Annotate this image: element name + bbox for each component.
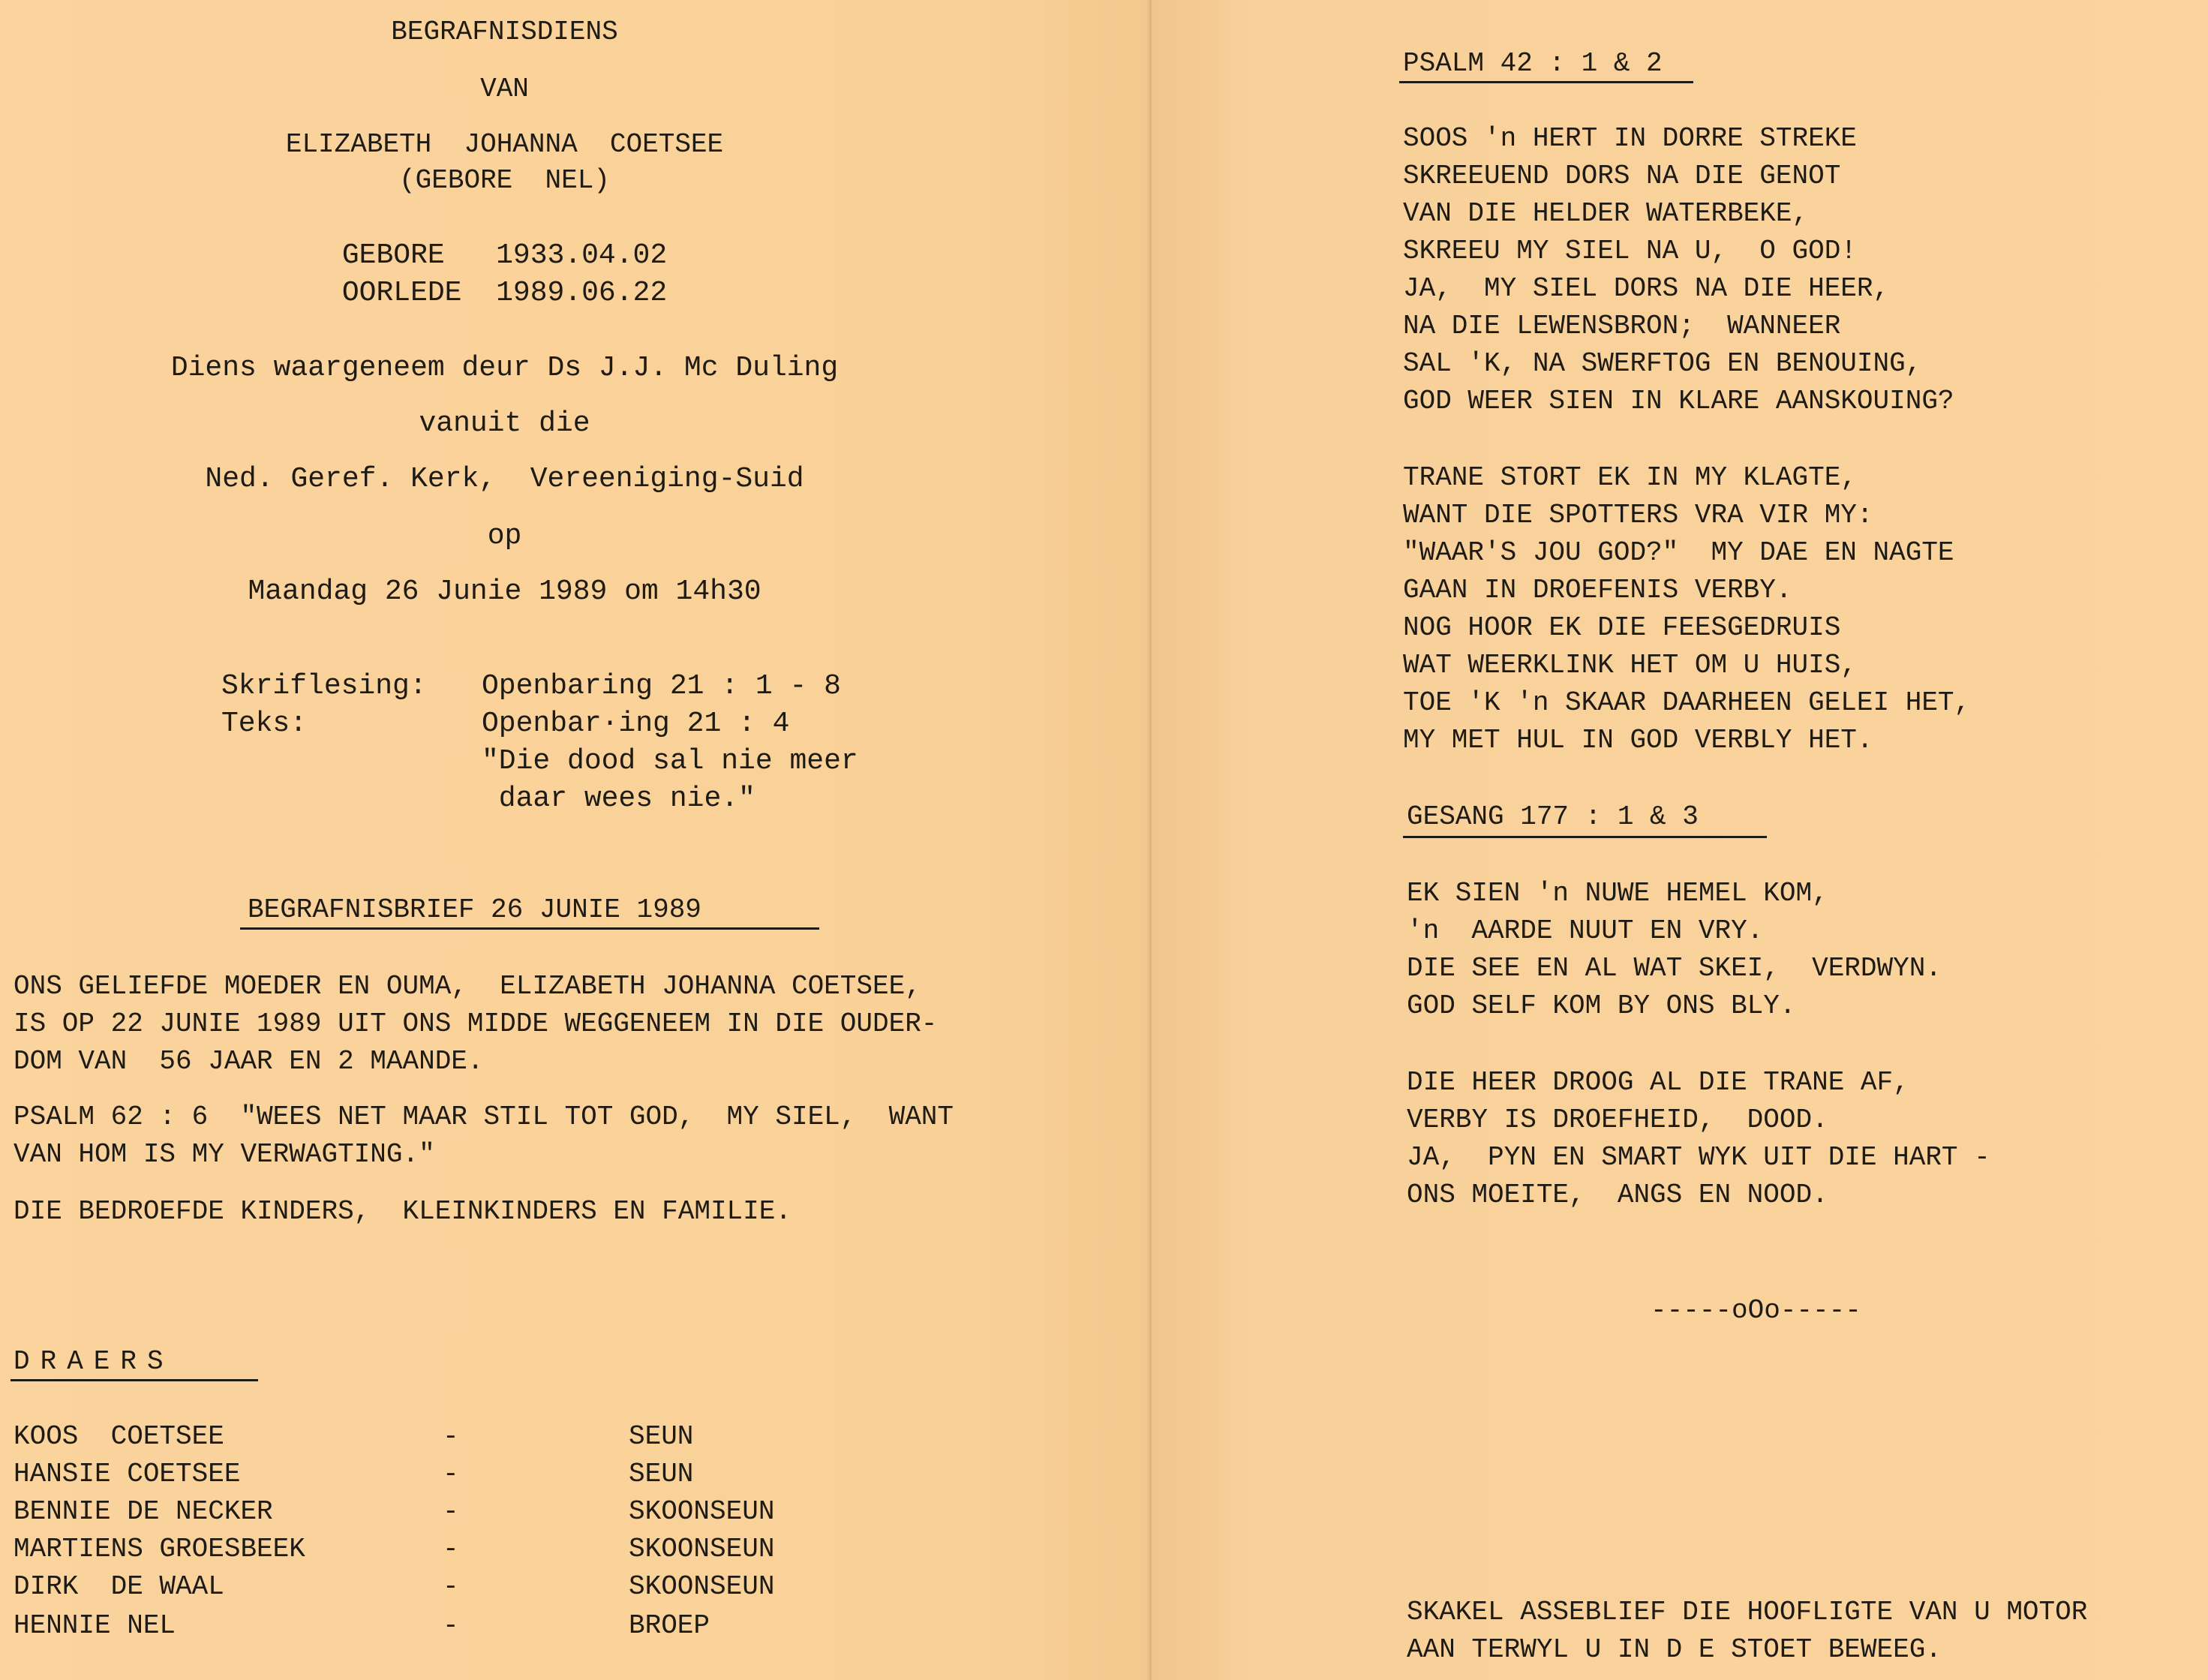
verse-line: 'n AARDE NUUT EN VRY. xyxy=(1407,915,1764,946)
gesang-heading-underline xyxy=(1403,836,1767,838)
verse-line: VAN DIE HELDER WATERBEKE, xyxy=(1403,198,1809,229)
verse-line: TOE 'K 'n SKAAR DAARHEEN GELEI HET, xyxy=(1403,687,1971,718)
verse-line: JA, PYN EN SMART WYK UIT DIE HART - xyxy=(1407,1142,1990,1173)
bearer-name: BENNIE DE NECKER xyxy=(14,1496,273,1527)
verse-line: SOOS 'n HERT IN DORRE STREKE xyxy=(1403,123,1857,154)
family-line: DIE BEDROEFDE KINDERS, KLEINKINDERS EN FAMILIE. xyxy=(14,1196,792,1227)
bearer-relation: SEUN xyxy=(629,1459,694,1489)
bearer-dash: - xyxy=(443,1534,459,1564)
footer-line-1: SKAKEL ASSEBLIEF DIE HOOFLIGTE VAN U MOTOR xyxy=(1407,1597,2088,1627)
bearer-name: KOOS COETSEE xyxy=(14,1421,224,1452)
reading-label: Skriflesing: xyxy=(221,670,427,702)
verse-line: NOG HOOR EK DIE FEESGEDRUIS xyxy=(1403,612,1841,643)
bearer-relation: SKOONSEUN xyxy=(629,1534,775,1564)
died-date: OORLEDE 1989.06.22 xyxy=(341,277,668,309)
psalm42-heading: PSALM 42 : 1 & 2 xyxy=(1403,48,1663,79)
verse-line: WAT WEERKLINK HET OM U HUIS, xyxy=(1403,650,1857,681)
on-label: op xyxy=(487,520,522,552)
bearer-name: DIRK DE WAAL xyxy=(14,1571,224,1602)
bearer-name: MARTIENS GROESBEEK xyxy=(14,1534,305,1564)
bearers-heading: DRAERS xyxy=(14,1346,174,1377)
bearer-dash: - xyxy=(443,1496,459,1527)
text-label: Teks: xyxy=(221,708,308,740)
bearer-name: HENNIE NEL xyxy=(14,1610,176,1641)
born-date: GEBORE 1933.04.02 xyxy=(341,239,668,272)
verse-line: EK SIEN 'n NUWE HEMEL KOM, xyxy=(1407,878,1828,909)
gesang-heading: GESANG 177 : 1 & 3 xyxy=(1407,801,1699,832)
verse-line: GOD SELF KOM BY ONS BLY. xyxy=(1407,990,1796,1021)
text-value: Openbar·ing 21 : 4 xyxy=(482,708,790,740)
notice-heading: BEGRAFNISBRIEF 26 JUNIE 1989 xyxy=(248,894,701,925)
verse-line: NA DIE LEWENSBRON; WANNEER xyxy=(1403,311,1841,341)
quote-line-2: daar wees nie." xyxy=(482,783,756,815)
psalm-line-1: PSALM 62 : 6 "WEES NET MAAR STIL TOT GOD, MY SIEL, WANT xyxy=(14,1101,954,1132)
service-date-time: Maandag 26 Junie 1989 om 14h30 xyxy=(248,576,762,608)
deceased-name: ELIZABETH JOHANNA COETSEE xyxy=(285,129,724,160)
bearer-dash: - xyxy=(443,1421,459,1452)
notice-line-2: IS OP 22 JUNIE 1989 UIT ONS MIDDE WEGGENEEM IN DIE OUDER- xyxy=(14,1008,938,1039)
maiden-name: (GEBORE NEL) xyxy=(399,165,610,196)
bearer-dash: - xyxy=(443,1459,459,1489)
footer-line-2: AAN TERWYL U IN D E STOET BEWEEG. xyxy=(1407,1634,1942,1665)
from-label: vanuit die xyxy=(419,407,590,440)
verse-line: SKREEUEND DORS NA DIE GENOT xyxy=(1403,161,1841,191)
service-title: BEGRAFNISDIENS xyxy=(391,17,618,47)
bearer-relation: SKOONSEUN xyxy=(629,1496,775,1527)
notice-line-3: DOM VAN 56 JAAR EN 2 MAANDE. xyxy=(14,1046,484,1077)
verse-line: GOD WEER SIEN IN KLARE AANSKOUING? xyxy=(1403,386,1954,416)
notice-heading-underline xyxy=(240,927,819,930)
service-officiant: Diens waargeneem deur Ds J.J. Mc Duling xyxy=(170,352,839,384)
church-name: Ned. Geref. Kerk, Vereeniging-Suid xyxy=(205,463,804,495)
verse-line: SAL 'K, NA SWERFTOG EN BENOUING, xyxy=(1403,348,1922,379)
psalm42-heading-underline xyxy=(1399,81,1693,83)
notice-line-1: ONS GELIEFDE MOEDER EN OUMA, ELIZABETH JOHANNA COETSEE, xyxy=(14,971,921,1002)
bearers-heading-underline xyxy=(11,1379,258,1381)
verse-line: SKREEU MY SIEL NA U, O GOD! xyxy=(1403,236,1857,266)
bearer-name: HANSIE COETSEE xyxy=(14,1459,241,1489)
bearer-dash: - xyxy=(443,1571,459,1602)
verse-line: JA, MY SIEL DORS NA DIE HEER, xyxy=(1403,273,1890,304)
verse-line: VERBY IS DROEFHEID, DOOD. xyxy=(1407,1104,1828,1135)
quote-line-1: "Die dood sal nie meer xyxy=(482,745,858,777)
bearer-dash: - xyxy=(443,1610,459,1641)
verse-line: DIE HEER DROOG AL DIE TRANE AF, xyxy=(1407,1067,1909,1098)
van-label: VAN xyxy=(480,74,529,104)
verse-line: WANT DIE SPOTTERS VRA VIR MY: xyxy=(1403,500,1873,530)
verse-line: GAAN IN DROEFENIS VERBY. xyxy=(1403,575,1792,606)
reading-value: Openbaring 21 : 1 - 8 xyxy=(482,670,841,702)
separator: -----oOo----- xyxy=(1651,1295,1861,1326)
verse-line: DIE SEE EN AL WAT SKEI, VERDWYN. xyxy=(1407,953,1942,984)
bearer-relation: SEUN xyxy=(629,1421,694,1452)
bearer-relation: BROEP xyxy=(629,1610,710,1641)
psalm-line-2: VAN HOM IS MY VERWAGTING." xyxy=(14,1139,435,1170)
verse-line: TRANE STORT EK IN MY KLAGTE, xyxy=(1403,462,1857,493)
verse-line: "WAAR'S JOU GOD?" MY DAE EN NAGTE xyxy=(1403,537,1954,568)
right-page xyxy=(1152,0,2208,1680)
bearer-relation: SKOONSEUN xyxy=(629,1571,775,1602)
verse-line: MY MET HUL IN GOD VERBLY HET. xyxy=(1403,725,1873,756)
verse-line: ONS MOEITE, ANGS EN NOOD. xyxy=(1407,1180,1828,1210)
